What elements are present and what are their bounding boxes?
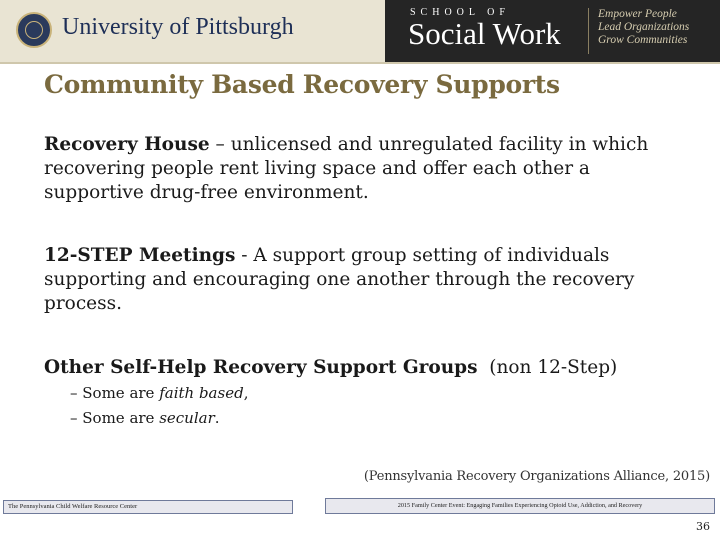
self-help-term: Other Self-Help Recovery Support Groups (44, 357, 478, 378)
social-work-label: Social Work (408, 16, 561, 51)
subitem-emphasis: faith based (159, 384, 244, 402)
tagline-line-2: Lead Organizations (598, 21, 690, 33)
subitem-suffix: , (243, 384, 249, 402)
item-separator: - (235, 245, 254, 266)
header-banner (0, 0, 720, 62)
self-help-item (44, 356, 684, 380)
school-of-label: SCHOOL OF (410, 7, 510, 18)
university-seal-icon (16, 12, 52, 48)
twelve-step-term: 12-STEP Meetings (44, 245, 236, 266)
tagline-line-3: Grow Communities (598, 34, 688, 46)
subitem-faith-based (70, 384, 248, 402)
page-number: 36 (696, 520, 710, 533)
school-logo-block (385, 0, 720, 62)
header-divider (0, 62, 720, 64)
tagline (598, 8, 689, 47)
slide-title: Community Based Recovery Supports (44, 70, 560, 99)
subitem-secular (70, 409, 220, 427)
university-name: University of Pittsburgh (62, 14, 294, 40)
subitem-emphasis: secular (159, 409, 215, 427)
citation: (Pennsylvania Recovery Organizations Alliance, 2015) (363, 469, 710, 484)
footer-event: 2015 Family Center Event: Engaging Families Experiencing Opioid Use, Addiction, and Recovery (325, 498, 715, 514)
twelve-step-item (44, 244, 684, 316)
footer-organization: The Pennsylvania Child Welfare Resource Center (3, 500, 293, 514)
subitem-prefix: – Some are (70, 384, 160, 402)
subitem-suffix: . (214, 409, 220, 427)
tagline-line-1: Empower People (598, 8, 677, 20)
recovery-house-term: Recovery House (44, 134, 210, 155)
subitem-prefix: – Some are (70, 409, 160, 427)
logo-divider (588, 8, 589, 54)
twelve-step-description: A support group setting of individuals supporting and encouraging one another through the recovery process. (44, 245, 635, 314)
self-help-description: (non 12-Step) (489, 357, 618, 378)
recovery-house-description: unlicensed and unregulated facility in which recovering people rent living space and offer each other a supportive drug-free environment. (44, 134, 649, 203)
item-separator (478, 357, 490, 378)
item-separator: – (209, 134, 231, 155)
recovery-house-item (44, 133, 684, 205)
